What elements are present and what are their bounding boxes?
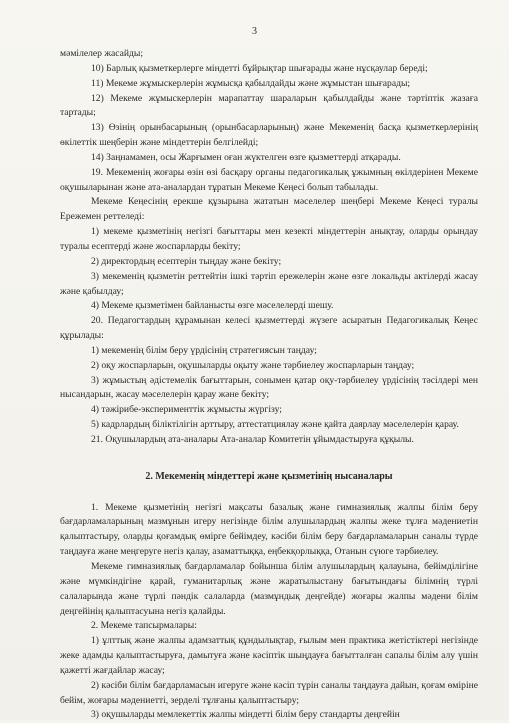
list-item: 10) Барлық қызметкерлерге міндетті бұйрықтар шығарады және нұсқаулар береді; (91, 62, 428, 74)
list-item: 4) Мекеме қызметімен байланысты өзге мәселелерді шешу. (91, 300, 334, 312)
paragraph: 2. Мекеме тапсырмалары: (91, 620, 197, 632)
list-item: 3) жұмыстың әдістемелік бағыттарын, сонымен қатар оқу-тәрбиелеу үрдісінің тәсілдері мен нысандарын, жасау мәселелерін қарау және бекіту; (60, 374, 478, 401)
list-item: 12) Мекеме жұмыскерлерін марапаттау шараларын қабылдайды және тәртіптік жазаға тартады; (60, 92, 478, 119)
page-number: 3 (252, 26, 257, 37)
list-item: 1) мекеменің білім беру үрдісінің стратегиясын таңдау; (91, 344, 317, 356)
section-heading: 2. Мекеменің міндеттері және қызметінің нысаналары (145, 470, 393, 482)
list-item: 13) Өзінің орынбасарының (орынбасарларының) және Мекеменің басқа қызметкерлерінің өкілеттік шеңберін және міндеттерін белгілейді; (60, 122, 478, 149)
list-item: 3) мекеменің қызметін реттейтін ішкі тәртіп ережелерін және өзге локальды актілерді жасау және қабылдау; (60, 270, 478, 297)
paragraph: Мекеме Кеңесінің ерекше құзырына жататын мәселелер шеңбері Мекеме Кеңесі туралы Ережемен реттеледі: (60, 196, 478, 223)
list-item: 2) директордың есептерін тыңдау және бекіту; (91, 255, 282, 267)
list-item: 2) кәсіби білім бағдарламасын игеруге және кәсіп түрін саналы таңдауға дайын, қоғам өміріне бейім, жоғары мәдениетті, зерделі тұлғаны қалыптастыру; (60, 679, 478, 706)
list-item: 11) Мекеме жұмыскерлерін жұмысқа қабылдайды және жұмыстан шығарады; (91, 77, 411, 89)
list-item: 2) оқу жоспарларын, оқушыларды оқыту және тәрбиелеу жоспарларын таңдау; (91, 359, 415, 371)
paragraph: Мекеме гимназиялық бағдарламалар бойынша білім алушылардың қалауына, бейімділігіне және мүмкіндігіне қарай, гуманитарлық және жаратылыстану бағытындағы білімнің түрлі салаларында және түрлі пәндік салаларда (мазмұндық деңгейде) жоғары жалпы мәдени білім деңгейінің қалыптасуына негіз қалайды. (60, 561, 478, 617)
paragraph: мәмілелер жасайды; (60, 48, 143, 59)
paragraph: 19. Мекеменің жоғары өзін өзі басқару органы педагогикалық ұжымның өкілдерінен Мекеме оқушыларынан және ата-аналардан тұратын Мекеме Кеңесі болып табылады. (60, 166, 478, 193)
list-item: 1) ұлттық және жалпы адамзаттық құндылықтар, ғылым мен практика жетістіктері негізінде жеке адамды қалыптастыруға, дамытуға және кәсіптік шыңдауға бағытталған сапалы білім алу үшін қажетті жағдайлар жасау; (60, 635, 478, 676)
paragraph: 1. Мекеме қызметінің негізгі мақсаты базалық және гимназиялық жалпы білім беру бағдарламаларының мазмұнын игеру негізінде білім алушылардың жалпы жеке тұлға мәдениетін қалыптастыру, оларды қоғамдық өмірге бейімдеу, кәсіби білім беру бағдарламаларын саналы түрде таңдауға және меңгеруге негіз қалау, азаматтыққа, еңбекқорлыққа, Отанын сүюге тәрбиелеу. (60, 501, 478, 558)
list-item: 3) оқушыларды мемлекеттік жалпы міндетті білім беру стандарты деңгейін (91, 709, 400, 721)
list-item: 1) мекеме қызметінің негізгі бағыттары мен кезекті міндеттерін анықтау, оларды орындау туралы есептерді және жоспарларды бекіту; (60, 226, 478, 252)
document-body (60, 47, 478, 723)
paragraph: 20. Педагогтардың құрамынан келесі қызметтерді жүзеге асыратын Педагогикалық Кеңес құрылады: (60, 315, 478, 342)
paragraph: 21. Оқушылардың ата-аналары Ата-аналар Комитетін ұйымдастыруға құқылы. (91, 433, 414, 445)
list-item: 14) Заңнамамен, осы Жарғымен оған жүктелген өзге қызметтерді атқарады. (91, 151, 401, 163)
list-item: 5) кадрлардың біліктілігін арттыру, аттестатциялау және қайта даярлау мәселелерін қарау. (91, 419, 459, 431)
list-item: 4) тәжірибе-эксперименттік жұмысты жүргізу; (91, 404, 282, 416)
